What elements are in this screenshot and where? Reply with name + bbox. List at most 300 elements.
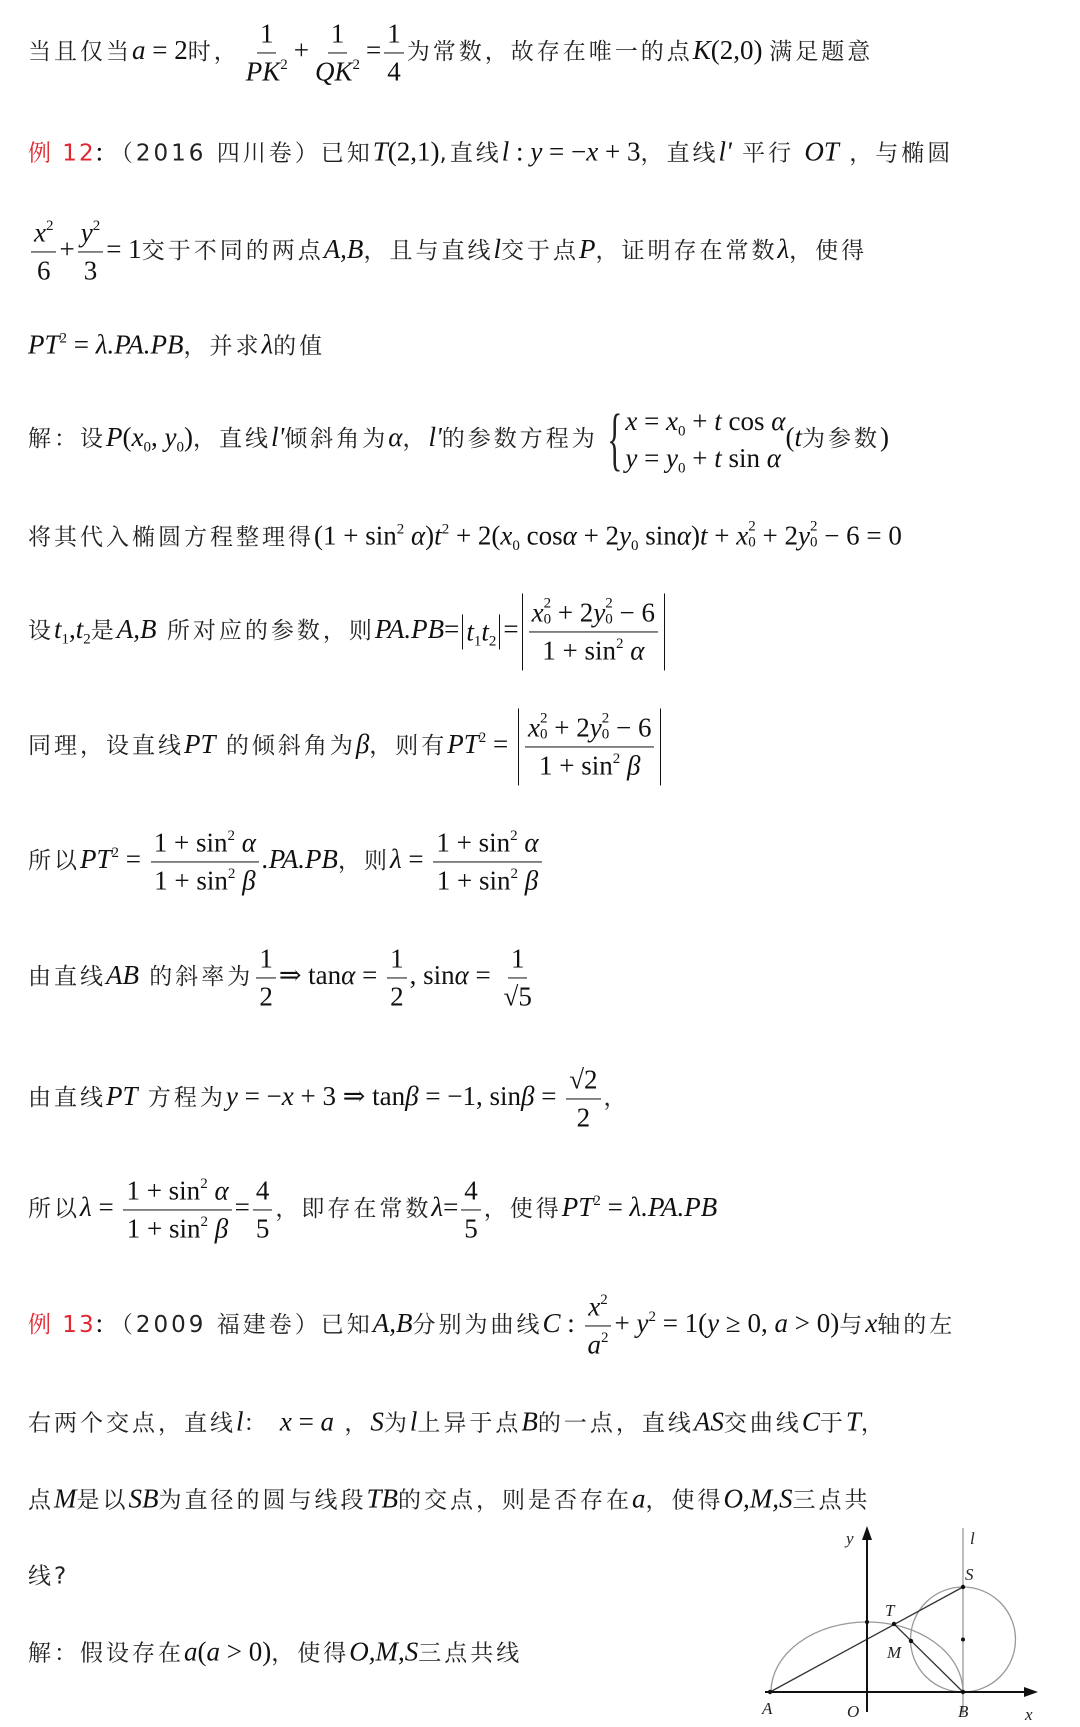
math-roman: = 1 (106, 234, 142, 265)
math-italic: x (500, 520, 513, 551)
text-line (28, 943, 538, 1012)
math-italic: y (625, 443, 638, 473)
text-run: 由直线 (28, 964, 106, 991)
subscript: 0 (809, 534, 818, 551)
math-italic: x (528, 712, 541, 743)
text-line (28, 18, 873, 87)
math-roman: = (291, 1406, 321, 1437)
denominator (34, 253, 54, 287)
math-italic: t (481, 616, 489, 647)
math-italic: β (208, 1213, 229, 1244)
label-s: S (965, 1565, 974, 1584)
math-italic: AB (106, 960, 139, 991)
text-run: 平行 (731, 140, 805, 167)
math-roman: + 3 (598, 136, 641, 167)
text-run: 设 (28, 618, 54, 645)
math-italic: x (586, 136, 599, 167)
math-roman: 1 + sin (436, 865, 511, 896)
math-italic: PA.PB (374, 614, 445, 645)
label-o: O (847, 1702, 860, 1721)
text-run: 分别为曲线 (412, 1312, 543, 1339)
sub-superscript (748, 520, 756, 552)
text-run: 同理，设直线 (28, 733, 184, 760)
numerator (566, 1064, 600, 1099)
math-italic: t (714, 443, 722, 473)
numerator (151, 827, 259, 862)
superscript: 2 (45, 218, 54, 235)
math-roman: 1 + sin (539, 750, 613, 781)
left-brace-icon: { (606, 401, 623, 478)
superscript: 2 (540, 710, 548, 727)
math-roman: + (614, 1308, 637, 1339)
math-roman: = (637, 443, 667, 473)
math-roman: = (503, 614, 519, 645)
superscript: 2 (510, 828, 518, 845)
math-roman: : (560, 1308, 582, 1339)
math-italic: PT (184, 729, 216, 760)
text-run: 为 (383, 1410, 410, 1437)
math-roman: − 6 (609, 712, 652, 743)
math-roman: = − (542, 136, 587, 167)
text-line (28, 401, 889, 478)
math-italic: PT (106, 1081, 138, 1112)
subscript: 0 (540, 726, 548, 743)
fraction (387, 943, 407, 1012)
fraction (312, 18, 363, 87)
text-run: 的交点，则是否存在 (398, 1487, 633, 1514)
math-italic: A,B (372, 1308, 413, 1339)
math-italic: λ (777, 234, 790, 265)
denominator (243, 54, 291, 88)
line-tb (894, 1624, 963, 1692)
math-italic: β (355, 729, 370, 760)
denominator (81, 253, 101, 287)
text-line (28, 1636, 523, 1667)
math-roman: ) (183, 422, 193, 453)
math-italic: x (131, 422, 144, 453)
math-italic: PT (28, 329, 60, 360)
text-run: 为直径的圆与线段 (158, 1487, 367, 1514)
text-run: （2016 四川卷）已知 (109, 140, 373, 167)
superscript: 2 (441, 521, 450, 538)
math-italic: SB (128, 1483, 159, 1514)
math-italic: x (666, 406, 679, 436)
denominator (574, 1100, 594, 1134)
numerator (384, 18, 404, 53)
superscript: 2 (510, 866, 518, 883)
math-roman: + 2 (755, 520, 798, 551)
math-roman: , sin (409, 960, 455, 991)
denominator (536, 748, 643, 782)
numerator (257, 18, 277, 53)
text-run: 当且仅当 (28, 39, 132, 66)
sub-superscript (540, 712, 548, 744)
math-italic: y (164, 422, 177, 453)
math-roman: 1 + sin (126, 1213, 201, 1244)
subscript: 0 (601, 726, 610, 743)
point-m (909, 1639, 913, 1643)
math-italic: β (521, 1081, 535, 1112)
math-italic: α (235, 827, 256, 858)
math-roman: : (95, 136, 110, 167)
text-run: 的一点，直线 (537, 1410, 694, 1437)
math-italic: x (531, 597, 544, 628)
math-roman: (2,0) (710, 35, 770, 66)
math-roman: = 1( (655, 1308, 708, 1339)
fraction (384, 18, 404, 87)
text-run: 轴的左 (877, 1312, 956, 1339)
math-italic: α (341, 960, 356, 991)
subscript: 1 (61, 631, 70, 648)
math-italic: y (589, 712, 602, 743)
text-run: ，直线 (192, 426, 271, 453)
text-line (28, 708, 664, 785)
superscript: 2 (59, 330, 68, 347)
text-run: 的值 (273, 333, 326, 360)
math-italic: λ.PA.PB (629, 1192, 718, 1223)
math-italic: λ.PA.PB (95, 329, 184, 360)
math-roman: = −1, sin (418, 1081, 522, 1112)
math-roman: − 6 = 0 (817, 520, 902, 551)
math-roman: 1 + sin (542, 635, 616, 666)
text-line (28, 1406, 887, 1437)
subscript: 0 (678, 423, 686, 440)
fraction (501, 943, 535, 1012)
text-line (28, 1175, 717, 1244)
subscript: 0 (176, 439, 184, 456)
math-italic: O,M,S (723, 1483, 793, 1514)
math-italic: l (236, 1406, 244, 1437)
fraction (433, 827, 541, 896)
example-label: 例 13 (28, 1312, 96, 1339)
superscript: 2 (605, 595, 613, 612)
text-run: 的参数方程为 (441, 426, 598, 453)
denominator (312, 54, 363, 88)
label-t: T (885, 1601, 895, 1620)
math-italic: t (700, 520, 708, 551)
subscript: 2 (488, 633, 497, 650)
math-roman: 1 (330, 18, 345, 49)
math-italic: P (106, 422, 123, 453)
text-run: 解：假设存在 (28, 1640, 184, 1667)
math-italic: α (771, 406, 786, 436)
numerator (253, 1175, 273, 1210)
subscript: 0 (143, 439, 151, 456)
text-run: 交于点 (500, 238, 579, 265)
math-roman: 1 (259, 18, 274, 49)
math-roman: − 6 (612, 597, 656, 628)
numerator (387, 943, 407, 978)
subscript: 2 (83, 631, 91, 648)
superscript: 2 (396, 521, 405, 538)
math-roman: = (468, 960, 498, 991)
text-run: 三点共线 (418, 1640, 523, 1667)
numerator (433, 827, 541, 862)
math-italic: y (707, 1308, 720, 1339)
y-axis-arrow-icon (862, 1526, 872, 1540)
math-italic: y (619, 520, 632, 551)
math-roman: 1 (259, 943, 273, 974)
superscript: 2 (111, 844, 120, 861)
math-roman: cos (519, 520, 563, 551)
math-roman: ( (197, 1636, 207, 1667)
math-italic: a (132, 35, 146, 66)
fraction (78, 217, 103, 286)
math-roman: , (150, 422, 165, 453)
text-run: ， (402, 426, 429, 453)
text-run: ，即存在常数 (275, 1196, 432, 1223)
math-italic: t (54, 614, 62, 645)
text-run: ,直线 (439, 140, 502, 167)
text-line (28, 217, 867, 286)
text-line (28, 329, 326, 360)
math-italic: a (774, 1308, 788, 1339)
text-run: ，证明存在常数 (595, 238, 778, 265)
math-italic: x (625, 406, 638, 436)
numerator (508, 943, 528, 978)
text-run: 由直线 (28, 1085, 106, 1112)
text-run: ，使得 (271, 1640, 350, 1667)
math-italic: a (184, 1636, 198, 1667)
subscript: 0 (631, 537, 639, 554)
math-italic: β (620, 750, 641, 781)
text-run: 点 (28, 1487, 54, 1514)
text-run: ，与椭圆 (838, 140, 954, 167)
math-italic: t (75, 614, 84, 645)
math-roman: 2 (576, 1102, 591, 1133)
text-run: ， (860, 1410, 887, 1437)
math-italic: y (80, 217, 93, 248)
sub-superscript (605, 597, 613, 629)
text-run: 于 (819, 1410, 846, 1437)
math-roman: + 2( (449, 520, 501, 551)
text-line (28, 1291, 955, 1360)
denominator (253, 1211, 273, 1245)
circle-center (961, 1638, 965, 1642)
math-italic: OT (804, 136, 839, 167)
numerator (31, 217, 56, 252)
math-roman: = (119, 844, 148, 875)
text-run: （2009 福建卷）已知 (109, 1312, 373, 1339)
math-roman: = (67, 329, 96, 360)
label-l: l (970, 1529, 975, 1548)
point-s (961, 1585, 965, 1589)
fraction (584, 1291, 611, 1360)
math-italic: T (372, 136, 388, 167)
math-roman: 2 (259, 981, 273, 1012)
math-italic: α (404, 520, 426, 551)
subscript: 0 (543, 611, 552, 628)
math-italic: T (845, 1406, 861, 1437)
text-run: ： (243, 1410, 280, 1437)
math-roman: + 2 (547, 712, 590, 743)
numerator (585, 1291, 610, 1326)
math-italic: y (666, 443, 679, 473)
text-run: ，并求 (183, 333, 262, 360)
denominator (434, 863, 541, 897)
math-italic: x (34, 217, 46, 248)
math-roman: 6 (36, 255, 51, 286)
math-italic: t (794, 422, 802, 453)
subscript: 0 (678, 460, 686, 477)
fraction (31, 217, 56, 286)
math-italic: S (370, 1406, 384, 1437)
math-roman: √2 (569, 1064, 598, 1095)
math-roman: 1 + sin (154, 865, 228, 896)
math-roman: + 2 (576, 520, 620, 551)
denominator (256, 979, 276, 1013)
math-italic: C (542, 1308, 561, 1339)
math-roman: = (637, 406, 667, 436)
text-run: ， (334, 1410, 371, 1437)
math-italic: a (320, 1406, 335, 1437)
math-italic: PT (80, 844, 112, 875)
text-run: ，且与直线 (363, 238, 494, 265)
math-italic: K (692, 35, 711, 66)
math-italic: x (588, 1291, 601, 1322)
fraction (256, 943, 276, 1012)
math-italic: A,B (323, 234, 364, 265)
numerator (529, 597, 658, 632)
label-b: B (958, 1702, 969, 1721)
math-italic: C (801, 1406, 820, 1437)
fraction (529, 597, 658, 666)
math-roman: = (444, 614, 460, 645)
math-italic: PK (245, 56, 281, 87)
math-roman: , (69, 614, 76, 645)
math-roman: = (443, 1192, 459, 1223)
math-italic: x (865, 1308, 878, 1339)
superscript: 2 (227, 828, 235, 845)
math-italic: λ (80, 1192, 92, 1223)
text-run: ，则有 (369, 733, 448, 760)
math-roman: + 3 ⇒ tan (293, 1081, 406, 1112)
label-y: y (846, 1529, 854, 1548)
superscript: 2 (809, 518, 818, 535)
math-roman: (2,1) (387, 136, 440, 167)
math-roman: = (534, 1081, 564, 1112)
text-line (28, 1562, 69, 1589)
math-italic: β (405, 1081, 419, 1112)
math-italic: x (279, 1406, 292, 1437)
math-italic: λ (389, 844, 402, 875)
denominator (539, 633, 647, 667)
math-roman: 3 (83, 255, 98, 286)
math-roman: = (401, 844, 431, 875)
subscript: 0 (605, 611, 613, 628)
text-line (28, 1483, 871, 1514)
math-roman: + (59, 234, 75, 265)
math-roman: 5 (464, 1213, 478, 1244)
math-italic: α (388, 422, 403, 453)
math-roman: 1 (510, 943, 525, 974)
label-a: A (762, 1699, 773, 1718)
math-italic: t (434, 520, 442, 551)
math-italic: λ (431, 1192, 444, 1223)
numerator (525, 712, 654, 747)
absolute-value (518, 708, 661, 785)
math-roman: = (234, 1192, 250, 1223)
math-italic: P (578, 234, 596, 265)
math-roman: 1 + sin (126, 1175, 201, 1206)
superscript: 2 (648, 1308, 656, 1325)
fraction (253, 1175, 273, 1244)
math-roman: + (707, 520, 737, 551)
math-italic: y (225, 1081, 238, 1112)
superscript: 2 (200, 1214, 209, 1231)
math-roman: : (95, 1308, 110, 1339)
fraction (461, 1175, 481, 1244)
geometry-figure (740, 1520, 1080, 1727)
math-italic: x (281, 1081, 294, 1112)
math-italic: α (766, 443, 781, 473)
superscript: 2 (200, 1176, 208, 1193)
math-roman: cos (721, 406, 772, 436)
math-roman: 2 (390, 981, 404, 1012)
subscript: 1 (473, 633, 482, 650)
point-a (768, 1690, 772, 1694)
math-roman: 4 (387, 56, 401, 87)
text-run: 三点共 (792, 1487, 871, 1514)
math-italic: t (714, 406, 722, 436)
fraction (123, 1175, 231, 1244)
text-run: 方程为 (137, 1085, 226, 1112)
math-italic: y (797, 520, 810, 551)
math-italic: AS (693, 1406, 724, 1437)
text-line (28, 1064, 630, 1133)
superscript: 2 (280, 57, 288, 74)
text-run: ，则 (337, 848, 390, 875)
superscript: 2 (600, 1330, 609, 1347)
math-roman: √5 (503, 981, 532, 1012)
text-line (28, 593, 668, 670)
superscript: 2 (593, 1192, 601, 1209)
denominator (384, 54, 404, 88)
superscript: 2 (600, 1292, 608, 1309)
superscript: 2 (612, 751, 621, 768)
point-b (961, 1690, 965, 1694)
text-run: 与 (839, 1312, 866, 1339)
superscript: 2 (601, 710, 610, 727)
denominator (501, 979, 535, 1013)
text-run: 将其代入椭圆方程整理得 (28, 524, 314, 551)
math-italic: a (587, 1329, 601, 1360)
numerator (123, 1175, 231, 1210)
math-italic: O,M,S (349, 1636, 419, 1667)
text-run: 所以 (28, 848, 80, 875)
superscript: 2 (748, 518, 756, 535)
math-roman: + (293, 35, 309, 66)
math-roman: : (509, 136, 531, 167)
math-italic: α (207, 1175, 229, 1206)
math-roman: + (685, 406, 715, 436)
math-roman: ( (122, 422, 132, 453)
math-italic: α (517, 827, 539, 858)
math-roman: = (486, 729, 516, 760)
fraction (243, 18, 291, 87)
text-run: 满足题意 (769, 39, 874, 66)
math-roman: ) (425, 520, 435, 551)
math-italic: β (235, 865, 256, 896)
math-roman: = 2 (145, 35, 188, 66)
math-roman: 5 (255, 1213, 270, 1244)
math-roman: ⇒ tan (278, 960, 342, 991)
y-intercept (865, 1620, 869, 1624)
example-label: 例 12 (28, 140, 96, 167)
math-roman: 4 (464, 1175, 478, 1206)
math-roman: ) (691, 520, 700, 551)
math-roman: ) (879, 422, 889, 453)
